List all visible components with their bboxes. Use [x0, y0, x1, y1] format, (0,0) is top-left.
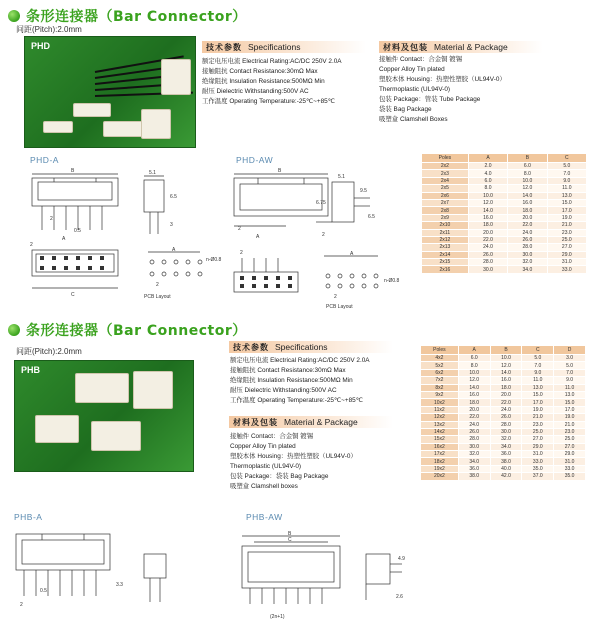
svg-text:n-Ø0.8: n-Ø0.8	[384, 278, 400, 284]
pole-count-cell: 13x2	[421, 421, 459, 428]
dimension-cell: 42.0	[490, 473, 522, 480]
dimension-cell: 36.0	[458, 465, 490, 472]
section-title	[8, 6, 247, 26]
table-row	[422, 177, 587, 184]
phb-dimension-table	[420, 345, 586, 481]
dimension-cell: 24.0	[458, 421, 490, 428]
svg-text:B: B	[278, 168, 282, 174]
table-row	[422, 266, 587, 273]
table-row	[422, 163, 587, 170]
phd-a-front-drawing	[26, 168, 124, 244]
dimension-cell: 35.0	[554, 473, 586, 480]
dimension-cell: 30.0	[468, 266, 507, 273]
dimension-cell: 23.0	[522, 421, 554, 428]
dimension-cell: 3.0	[554, 355, 586, 362]
phd-aw-pcb-layout	[318, 252, 410, 310]
dimension-cell: 30.0	[508, 251, 547, 258]
photo-label: PHB	[21, 365, 41, 375]
table-header-cell: A	[458, 346, 490, 355]
table-header-cell: C	[522, 346, 554, 355]
dimension-cell: 33.0	[554, 465, 586, 472]
svg-text:6.75: 6.75	[316, 200, 326, 206]
pole-count-cell: 2x9	[422, 214, 469, 221]
dimension-cell: 21.0	[554, 421, 586, 428]
pitch-label: 间距(Pitch):2.0mm	[16, 347, 82, 356]
product-photo-phd	[24, 36, 196, 148]
dimension-cell: 2.0	[468, 163, 507, 170]
dimension-cell: 22.0	[458, 414, 490, 421]
table-row	[421, 451, 586, 458]
photo-label: PHD	[31, 41, 51, 51]
dimension-cell: 11.0	[554, 384, 586, 391]
table-row	[421, 414, 586, 421]
dimension-cell: 19.0	[547, 214, 586, 221]
phd-dimension-table	[421, 153, 587, 274]
dimension-cell: 34.0	[490, 443, 522, 450]
svg-text:5.1: 5.1	[149, 170, 156, 176]
dimension-cell: 12.0	[458, 377, 490, 384]
dimension-cell: 21.0	[522, 414, 554, 421]
connector-image	[103, 121, 145, 137]
svg-text:0.5: 0.5	[74, 228, 81, 234]
pole-count-cell: 2x11	[422, 229, 469, 236]
dimension-cell: 10.0	[490, 355, 522, 362]
specifications-header: 技术参数 Specifications	[202, 41, 366, 53]
pole-count-cell: 9x2	[421, 391, 459, 398]
pole-count-cell: 2x16	[422, 266, 469, 273]
phb-a-front-drawing	[12, 526, 124, 610]
table-row	[421, 391, 586, 398]
specifications-list: 额定电压电流 Electrical Rating:AC/DC 250V 2.0A 接触阻抗 Contact Resistance:30mΩ Max 绝缘阻抗 Insulation Resistance:500MΩ Min 耐压 Dielectric Withstanding:500V AC 工作温度 Operating Temperature:-25℃~+85℃	[202, 58, 342, 105]
dimension-cell: 30.0	[458, 443, 490, 450]
svg-text:2: 2	[240, 250, 243, 256]
connector-image	[91, 421, 141, 451]
dimension-cell: 32.0	[458, 451, 490, 458]
table-header-cell: D	[554, 346, 586, 355]
svg-text:A: A	[350, 251, 354, 257]
table-header-cell: B	[490, 346, 522, 355]
dimension-cell: 22.0	[490, 399, 522, 406]
pole-count-cell: 8x2	[421, 384, 459, 391]
pole-count-cell: 14x2	[421, 428, 459, 435]
table-row	[421, 428, 586, 435]
dimension-cell: 23.0	[547, 229, 586, 236]
table-header-cell: Poles	[421, 346, 459, 355]
phb-a-side-drawing	[138, 548, 178, 608]
dimension-cell: 14.0	[458, 384, 490, 391]
dimension-cell: 15.0	[522, 391, 554, 398]
svg-text:2.6: 2.6	[396, 594, 403, 600]
table-row	[422, 229, 587, 236]
table-row	[421, 384, 586, 391]
table-row	[422, 192, 587, 199]
dimension-cell: 29.0	[547, 251, 586, 258]
table-header-cell: Poles	[422, 154, 469, 163]
svg-text:6.5: 6.5	[170, 194, 177, 200]
dimension-cell: 9.0	[522, 369, 554, 376]
dimension-cell: 26.0	[508, 236, 547, 243]
pole-count-cell: 5x2	[421, 362, 459, 369]
pole-count-cell: 6x2	[421, 369, 459, 376]
table-row	[422, 244, 587, 251]
dimension-cell: 34.0	[508, 266, 547, 273]
svg-text:n-Ø0.8: n-Ø0.8	[206, 257, 222, 263]
pole-count-cell: 10x2	[421, 399, 459, 406]
connector-image	[43, 121, 73, 133]
table-row	[422, 259, 587, 266]
dimension-cell: 25.0	[522, 428, 554, 435]
dimension-cell: 28.0	[490, 421, 522, 428]
dimension-cell: 10.0	[458, 369, 490, 376]
table-header-cell: A	[468, 154, 507, 163]
svg-text:2: 2	[334, 294, 337, 300]
dimension-cell: 8.0	[508, 170, 547, 177]
dimension-cell: 21.0	[547, 222, 586, 229]
pole-count-cell: 7x2	[421, 377, 459, 384]
table-row	[422, 236, 587, 243]
dimension-cell: 18.0	[468, 222, 507, 229]
dimension-cell: 25.0	[547, 236, 586, 243]
pole-count-cell: 16x2	[421, 443, 459, 450]
table-row	[422, 185, 587, 192]
dimension-cell: 15.0	[554, 399, 586, 406]
phd-a-bottom-drawing	[26, 238, 124, 304]
section-phb	[0, 312, 599, 620]
phd-a-pcb-layout	[142, 248, 234, 306]
specifications-header: 技术参数 Specifications	[229, 341, 393, 353]
pole-count-cell: 18x2	[421, 458, 459, 465]
connector-image	[75, 373, 129, 403]
table-header-cell: B	[508, 154, 547, 163]
dimension-cell: 38.0	[490, 458, 522, 465]
pole-count-cell: 2x14	[422, 251, 469, 258]
phd-a-side-drawing	[136, 170, 186, 242]
svg-text:0.5: 0.5	[40, 588, 47, 594]
drawing-label-phb-a: PHB-A	[14, 512, 43, 522]
dimension-cell: 5.0	[547, 163, 586, 170]
dimension-cell: 18.0	[508, 207, 547, 214]
dimension-cell: 31.0	[554, 458, 586, 465]
connector-image	[35, 415, 79, 443]
dimension-cell: 9.0	[547, 177, 586, 184]
dimension-cell: 38.0	[458, 473, 490, 480]
dimension-cell: 12.0	[508, 185, 547, 192]
table-row	[421, 443, 586, 450]
svg-text:2: 2	[20, 602, 23, 608]
section-title-text: 条形连接器（Bar Connector）	[26, 9, 247, 25]
table-row	[422, 251, 587, 258]
dimension-cell: 16.0	[490, 377, 522, 384]
pole-count-cell: 20x2	[421, 473, 459, 480]
pcb-layout-caption: PCB Layout	[144, 294, 171, 300]
phd-aw-side-drawing	[312, 172, 376, 244]
dimension-cell: 29.0	[554, 451, 586, 458]
drawing-label-phd-aw: PHD-AW	[236, 155, 274, 165]
bullet-dot-icon	[8, 10, 20, 22]
svg-text:3.3: 3.3	[116, 582, 123, 588]
material-header: 材料及包装 Material & Package	[229, 416, 393, 428]
dimension-cell: 4.0	[468, 170, 507, 177]
dimension-cell: 20.0	[508, 214, 547, 221]
dimension-cell: 19.0	[522, 406, 554, 413]
dimension-cell: 20.0	[490, 391, 522, 398]
svg-text:B: B	[71, 168, 75, 174]
dimension-cell: 17.0	[554, 406, 586, 413]
dimension-cell: 26.0	[468, 251, 507, 258]
pole-count-cell: 4x2	[421, 355, 459, 362]
dimension-cell: 10.0	[468, 192, 507, 199]
dimension-cell: 7.0	[522, 362, 554, 369]
table-row	[421, 355, 586, 362]
dimension-cell: 10.0	[508, 177, 547, 184]
dimension-cell: 36.0	[490, 451, 522, 458]
dimension-cell: 5.0	[522, 355, 554, 362]
drawing-label-phd-a: PHD-A	[30, 155, 59, 165]
svg-text:6.5: 6.5	[368, 214, 375, 220]
dimension-cell: 19.0	[554, 414, 586, 421]
table-header-cell: C	[547, 154, 586, 163]
dimension-cell: 31.0	[522, 451, 554, 458]
svg-text:(2n+1): (2n+1)	[270, 614, 285, 620]
svg-text:2: 2	[238, 226, 241, 232]
dimension-cell: 26.0	[490, 414, 522, 421]
dimension-cell: 33.0	[547, 266, 586, 273]
pole-count-cell: 11x2	[421, 406, 459, 413]
svg-text:2: 2	[50, 216, 53, 222]
table-row	[421, 399, 586, 406]
table-row	[421, 473, 586, 480]
dimension-cell: 14.0	[508, 192, 547, 199]
pole-count-cell: 2x15	[422, 259, 469, 266]
dimension-cell: 13.0	[522, 384, 554, 391]
dimension-cell: 20.0	[468, 229, 507, 236]
specifications-list: 额定电压电流 Electrical Rating:AC/DC 250V 2.0A 接触阻抗 Contact Resistance:30mΩ Max 绝缘阻抗 Insulation Resistance:500MΩ Min 耐压 Dielectric Withstanding:500V AC 工作温度 Operating Temperature:-25℃~+85℃	[230, 357, 370, 404]
bullet-dot-icon	[8, 324, 20, 336]
product-photo-phb	[14, 360, 194, 472]
section-title-text: 条形连接器（Bar Connector）	[26, 323, 247, 339]
table-row	[421, 436, 586, 443]
dimension-cell: 15.0	[547, 199, 586, 206]
dimension-cell: 28.0	[458, 436, 490, 443]
dimension-cell: 24.0	[490, 406, 522, 413]
dimension-cell: 33.0	[522, 458, 554, 465]
dimension-cell: 18.0	[458, 399, 490, 406]
dimension-cell: 27.0	[522, 436, 554, 443]
table-row	[421, 465, 586, 472]
svg-text:5.1: 5.1	[338, 174, 345, 180]
dimension-cell: 13.0	[554, 391, 586, 398]
pole-count-cell: 2x7	[422, 199, 469, 206]
dimension-cell: 18.0	[490, 384, 522, 391]
table-row	[422, 170, 587, 177]
drawing-label-phb-aw: PHB-AW	[246, 512, 283, 522]
dimension-cell: 12.0	[468, 199, 507, 206]
dimension-cell: 40.0	[490, 465, 522, 472]
dimension-cell: 31.0	[547, 259, 586, 266]
dimension-cell: 5.0	[554, 362, 586, 369]
connector-image	[73, 103, 111, 117]
svg-text:C: C	[288, 537, 292, 543]
dimension-cell: 13.0	[547, 192, 586, 199]
pole-count-cell: 2x6	[422, 192, 469, 199]
svg-text:C: C	[71, 292, 75, 298]
material-list: 接触件 Contact：合金铜 镀锡 Copper Alloy Tin plated 塑胶本体 Housing：热塑性塑胶（UL94V-0） Thermoplastic (UL94V-0) 包装 Package：管装 Tube Package 袋装 Bag Package 吸塑盒 Clamshell Boxes	[379, 56, 506, 123]
dimension-cell: 17.0	[522, 399, 554, 406]
pole-count-cell: 17x2	[421, 451, 459, 458]
table-row	[422, 199, 587, 206]
pole-count-cell: 2x2	[422, 163, 469, 170]
dimension-cell: 24.0	[508, 229, 547, 236]
svg-text:A: A	[172, 247, 176, 253]
svg-text:2: 2	[322, 232, 325, 238]
dimension-cell: 6.0	[458, 355, 490, 362]
pcb-layout-caption: PCB Layout	[326, 304, 353, 310]
dimension-cell: 32.0	[490, 436, 522, 443]
phb-aw-side-drawing	[358, 548, 408, 608]
svg-text:9.5: 9.5	[360, 188, 367, 194]
dimension-cell: 6.0	[508, 163, 547, 170]
dimension-cell: 7.0	[547, 170, 586, 177]
dimension-cell: 22.0	[468, 236, 507, 243]
svg-text:2: 2	[30, 242, 33, 248]
dimension-cell: 9.0	[554, 377, 586, 384]
dimension-cell: 29.0	[522, 443, 554, 450]
dimension-cell: 27.0	[554, 443, 586, 450]
material-header: 材料及包装 Material & Package	[379, 41, 543, 53]
dimension-cell: 30.0	[490, 428, 522, 435]
dimension-cell: 8.0	[458, 362, 490, 369]
dimension-cell: 27.0	[547, 244, 586, 251]
pole-count-cell: 2x10	[422, 222, 469, 229]
table-row	[421, 369, 586, 376]
table-row	[422, 222, 587, 229]
dimension-cell: 16.0	[468, 214, 507, 221]
dimension-cell: 14.0	[468, 207, 507, 214]
dimension-cell: 20.0	[458, 406, 490, 413]
dimension-cell: 28.0	[508, 244, 547, 251]
dimension-cell: 6.0	[468, 177, 507, 184]
pole-count-cell: 19x2	[421, 465, 459, 472]
table-row	[422, 214, 587, 221]
table-row	[421, 458, 586, 465]
pole-count-cell: 12x2	[421, 414, 459, 421]
pole-count-cell: 2x5	[422, 185, 469, 192]
dimension-cell: 11.0	[522, 377, 554, 384]
pole-count-cell: 2x4	[422, 177, 469, 184]
phb-aw-front-drawing	[236, 532, 346, 620]
pole-count-cell: 2x8	[422, 207, 469, 214]
dimension-cell: 24.0	[468, 244, 507, 251]
svg-text:2: 2	[156, 282, 159, 288]
pitch-label: 间距(Pitch):2.0mm	[16, 25, 82, 34]
section-title	[8, 320, 247, 340]
svg-text:B: B	[288, 531, 292, 537]
dimension-cell: 11.0	[547, 185, 586, 192]
connector-image	[141, 109, 171, 139]
svg-text:A: A	[62, 236, 66, 242]
pole-count-cell: 15x2	[421, 436, 459, 443]
connector-image	[133, 371, 173, 409]
dimension-cell: 8.0	[468, 185, 507, 192]
dimension-cell: 35.0	[522, 465, 554, 472]
svg-text:4.9: 4.9	[398, 556, 405, 562]
phd-aw-bottom-drawing	[230, 248, 302, 306]
dimension-cell: 22.0	[508, 222, 547, 229]
dimension-cell: 17.0	[547, 207, 586, 214]
dimension-cell: 25.0	[554, 436, 586, 443]
dimension-cell: 14.0	[490, 369, 522, 376]
dimension-cell: 7.0	[554, 369, 586, 376]
dimension-cell: 37.0	[522, 473, 554, 480]
pole-count-cell: 2x12	[422, 236, 469, 243]
table-row	[422, 207, 587, 214]
dimension-cell: 26.0	[458, 428, 490, 435]
pole-count-cell: 2x3	[422, 170, 469, 177]
table-row	[421, 421, 586, 428]
dimension-cell: 34.0	[458, 458, 490, 465]
dimension-cell: 32.0	[508, 259, 547, 266]
table-row	[421, 406, 586, 413]
dimension-cell: 28.0	[468, 259, 507, 266]
pole-count-cell: 2x13	[422, 244, 469, 251]
dimension-cell: 23.0	[554, 428, 586, 435]
table-row	[421, 362, 586, 369]
material-list: 接触件 Contact：合金铜 镀锡 Copper Alloy Tin plated 塑胶本体 Housing：热塑性塑胶（UL94V-0） Thermoplastic (UL94V-0) 包装 Package：袋装 Bag Package 吸塑盒 Clamshell boxes	[230, 433, 357, 490]
dimension-cell: 16.0	[508, 199, 547, 206]
svg-text:A: A	[256, 234, 260, 240]
dimension-cell: 16.0	[458, 391, 490, 398]
svg-text:3: 3	[170, 222, 173, 228]
connector-image	[161, 59, 191, 95]
table-row	[421, 377, 586, 384]
dimension-cell: 12.0	[490, 362, 522, 369]
